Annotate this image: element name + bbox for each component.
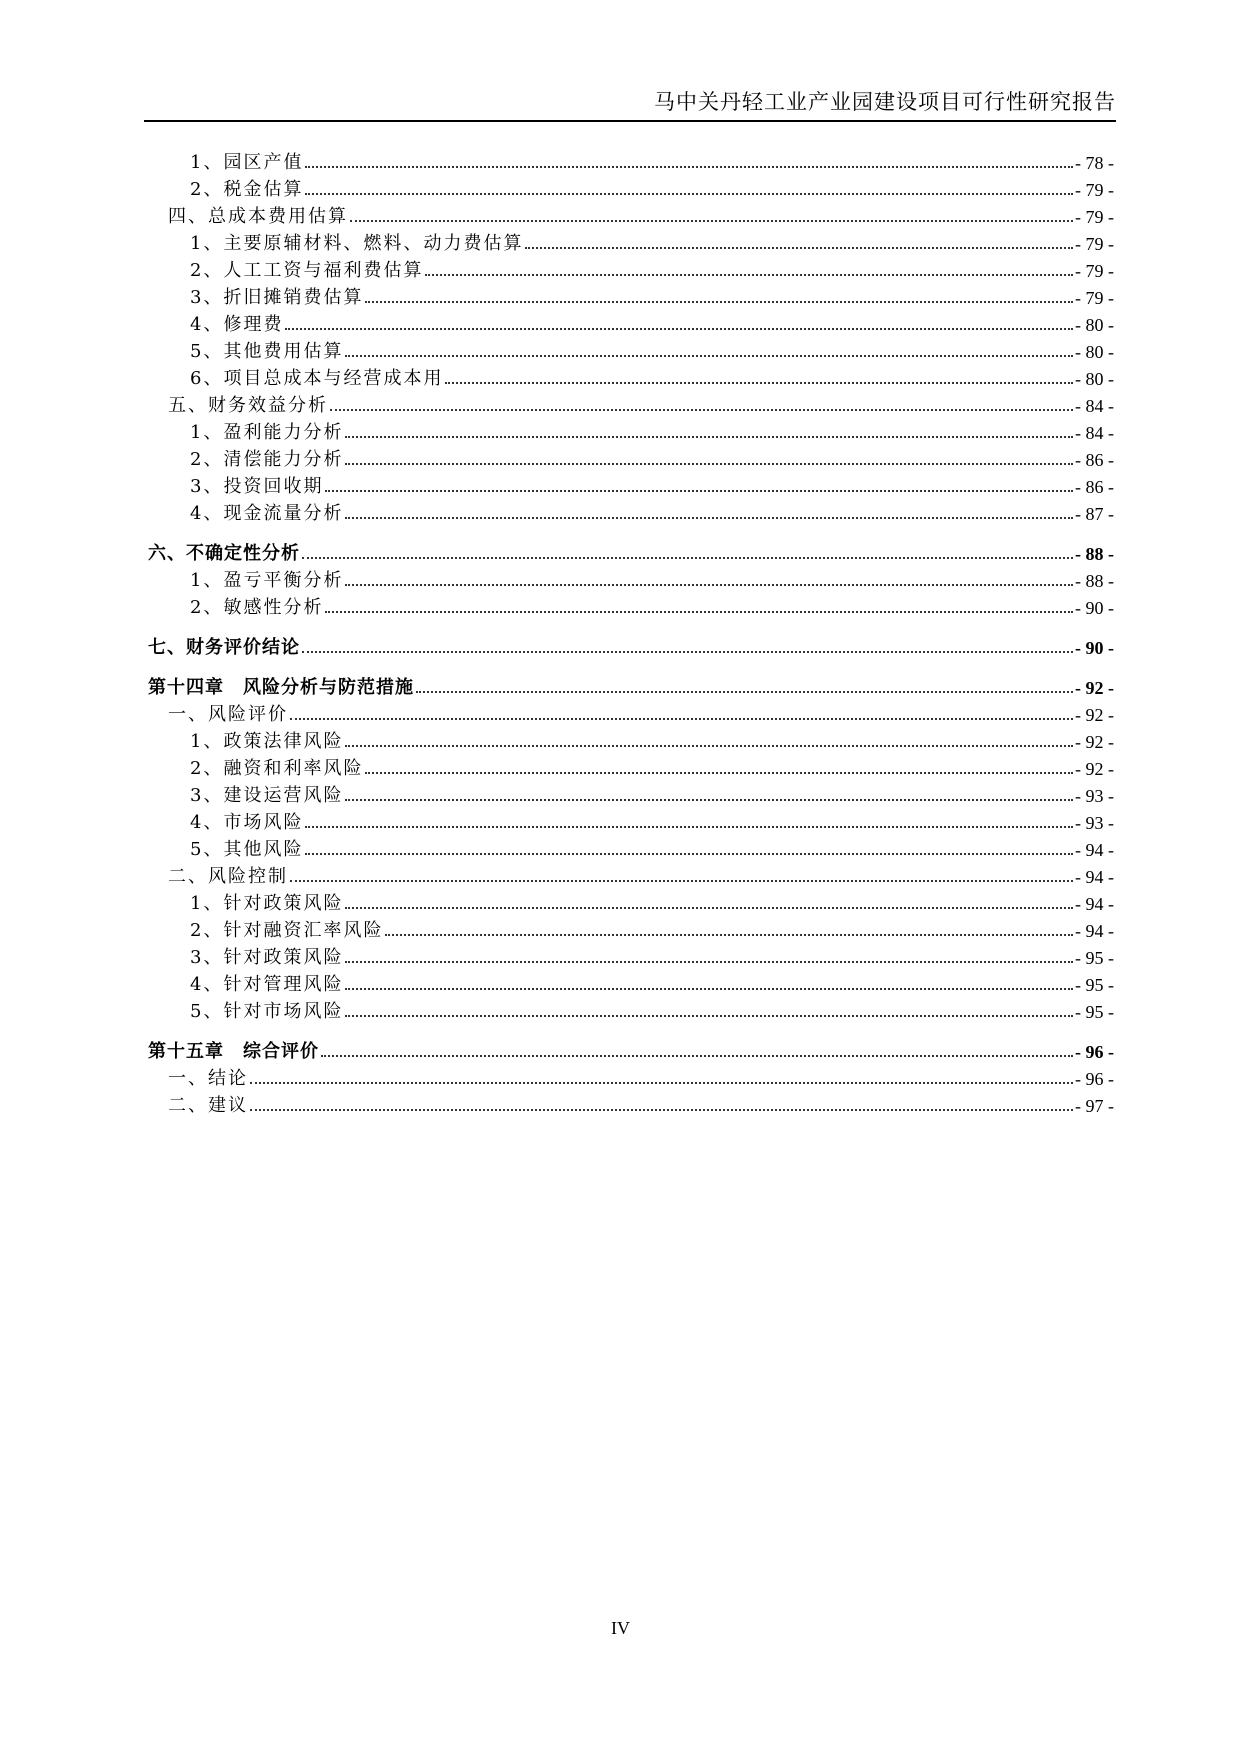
toc-leader-dots: [385, 934, 1073, 936]
toc-leader-dots: [345, 436, 1073, 438]
toc-entry-page: - 84 -: [1075, 423, 1114, 443]
toc-entry-page: - 79 -: [1075, 261, 1114, 281]
toc-entry-label: 4、市场风险: [190, 812, 304, 833]
toc-leader-dots: [345, 463, 1073, 465]
toc-entry-label: 2、融资和利率风险: [190, 758, 364, 779]
toc-entry-page: - 94 -: [1075, 921, 1114, 941]
toc-entry-page: - 79 -: [1075, 207, 1114, 227]
toc-leader-dots: [365, 772, 1073, 774]
toc-entry[interactable]: [148, 1023, 1114, 1063]
toc-entry[interactable]: [148, 336, 1114, 363]
toc-leader-dots: [305, 826, 1073, 828]
toc-leader-dots: [305, 166, 1073, 168]
toc-entry-page: - 95 -: [1075, 1002, 1114, 1022]
toc-entry-page: - 90 -: [1075, 598, 1114, 618]
toc-entry[interactable]: [148, 1090, 1114, 1117]
toc-entry-label: 七、财务评价结论: [148, 637, 300, 658]
toc-entry-page: - 90 -: [1075, 638, 1114, 658]
toc-leader-dots: [302, 557, 1073, 559]
toc-leader-dots: [250, 1082, 1073, 1084]
toc-leader-dots: [285, 328, 1073, 330]
toc-entry[interactable]: [148, 726, 1114, 753]
toc-entry[interactable]: [148, 659, 1114, 699]
toc-entry-page: - 88 -: [1075, 544, 1114, 564]
toc-entry-label: 二、建议: [168, 1095, 248, 1116]
toc-entry-label: 3、针对政策风险: [190, 947, 344, 968]
toc-entry-label: 第十五章 综合评价: [148, 1041, 319, 1062]
toc-entry-label: 5、针对市场风险: [190, 1001, 344, 1022]
toc-leader-dots: [350, 220, 1073, 222]
toc-entry[interactable]: [148, 888, 1114, 915]
toc-entry[interactable]: [148, 147, 1114, 174]
toc-entry[interactable]: [148, 417, 1114, 444]
toc-entry-label: 二、风险控制: [168, 866, 288, 887]
toc-entry-page: - 96 -: [1075, 1042, 1114, 1062]
toc-entry[interactable]: [148, 390, 1114, 417]
toc-leader-dots: [345, 517, 1073, 519]
toc-entry[interactable]: [148, 471, 1114, 498]
toc-entry-label: 一、风险评价: [168, 704, 288, 725]
toc-leader-dots: [325, 490, 1073, 492]
toc-entry-page: - 79 -: [1075, 180, 1114, 200]
toc-entry[interactable]: [148, 525, 1114, 565]
toc-entry-page: - 79 -: [1075, 288, 1114, 308]
toc-entry-label: 3、投资回收期: [190, 476, 324, 497]
toc-entry-label: 2、清偿能力分析: [190, 449, 344, 470]
toc-entry-page: - 86 -: [1075, 477, 1114, 497]
toc-entry[interactable]: [148, 201, 1114, 228]
toc-entry-page: - 96 -: [1075, 1069, 1114, 1089]
toc-entry-page: - 80 -: [1075, 342, 1114, 362]
toc-entry[interactable]: [148, 309, 1114, 336]
toc-leader-dots: [305, 193, 1073, 195]
toc-entry-label: 3、建设运营风险: [190, 785, 344, 806]
toc-entry-label: 2、税金估算: [190, 179, 304, 200]
toc-entry-label: 1、园区产值: [190, 152, 304, 173]
page-number: IV: [611, 1618, 630, 1638]
toc-entry-page: - 93 -: [1075, 813, 1114, 833]
toc-entry[interactable]: [148, 174, 1114, 201]
toc-entry-label: 6、项目总成本与经营成本用: [190, 368, 444, 389]
toc-leader-dots: [345, 584, 1073, 586]
page-header: [144, 84, 1116, 122]
toc-entry-page: - 94 -: [1075, 867, 1114, 887]
toc-entry-page: - 97 -: [1075, 1096, 1114, 1116]
toc-entry-label: 4、针对管理风险: [190, 974, 344, 995]
toc-entry[interactable]: [148, 942, 1114, 969]
toc-entry-page: - 95 -: [1075, 948, 1114, 968]
toc-entry-label: 3、折旧摊销费估算: [190, 287, 364, 308]
toc-leader-dots: [425, 274, 1073, 276]
toc-entry[interactable]: [148, 915, 1114, 942]
toc-entry-label: 1、主要原辅材料、燃料、动力费估算: [190, 233, 524, 254]
toc-leader-dots: [345, 988, 1073, 990]
toc-entry[interactable]: [148, 834, 1114, 861]
toc-entry[interactable]: [148, 619, 1114, 659]
toc-entry[interactable]: [148, 498, 1114, 525]
toc-entry-page: - 92 -: [1075, 759, 1114, 779]
toc-leader-dots: [345, 799, 1073, 801]
toc-entry[interactable]: [148, 282, 1114, 309]
toc-entry-label: 六、不确定性分析: [148, 543, 300, 564]
toc-entry-page: - 84 -: [1075, 396, 1114, 416]
toc-entry-label: 1、盈亏平衡分析: [190, 570, 344, 591]
toc-entry-label: 1、针对政策风险: [190, 893, 344, 914]
toc-entry-page: - 80 -: [1075, 369, 1114, 389]
report-title: 马中关丹轻工业产业园建设项目可行性研究报告: [654, 90, 1116, 114]
toc-entry-label: 4、现金流量分析: [190, 503, 344, 524]
toc-leader-dots: [330, 409, 1073, 411]
toc-entry[interactable]: [148, 444, 1114, 471]
toc-entry-label: 第十四章 风险分析与防范措施: [148, 677, 414, 698]
toc-entry-page: - 94 -: [1075, 840, 1114, 860]
toc-entry[interactable]: [148, 807, 1114, 834]
toc-entry-page: - 80 -: [1075, 315, 1114, 335]
toc-entry[interactable]: [148, 592, 1114, 619]
toc-entry-page: - 86 -: [1075, 450, 1114, 470]
toc-entry[interactable]: [148, 1063, 1114, 1090]
toc-leader-dots: [345, 355, 1073, 357]
toc-leader-dots: [345, 745, 1073, 747]
toc-entry-label: 2、敏感性分析: [190, 597, 324, 618]
toc-leader-dots: [250, 1109, 1073, 1111]
toc-entry-page: - 93 -: [1075, 786, 1114, 806]
toc-leader-dots: [525, 247, 1073, 249]
toc-entry-page: - 78 -: [1075, 153, 1114, 173]
toc-entry[interactable]: [148, 969, 1114, 996]
toc-leader-dots: [345, 961, 1073, 963]
toc-entry[interactable]: [148, 780, 1114, 807]
toc-entry[interactable]: [148, 228, 1114, 255]
table-of-contents: [148, 147, 1114, 1117]
toc-entry-page: - 92 -: [1075, 678, 1114, 698]
toc-entry-label: 四、总成本费用估算: [168, 206, 348, 227]
toc-entry-page: - 95 -: [1075, 975, 1114, 995]
toc-entry[interactable]: [148, 255, 1114, 282]
toc-entry-label: 一、结论: [168, 1068, 248, 1089]
toc-leader-dots: [302, 651, 1073, 653]
toc-entry[interactable]: [148, 565, 1114, 592]
toc-leader-dots: [321, 1055, 1073, 1057]
toc-entry-page: - 94 -: [1075, 894, 1114, 914]
toc-leader-dots: [290, 880, 1073, 882]
toc-leader-dots: [325, 611, 1073, 613]
toc-entry[interactable]: [148, 753, 1114, 780]
toc-entry[interactable]: [148, 363, 1114, 390]
toc-entry-label: 5、其他费用估算: [190, 341, 344, 362]
toc-leader-dots: [445, 382, 1073, 384]
toc-leader-dots: [365, 301, 1073, 303]
toc-entry-label: 2、人工工资与福利费估算: [190, 260, 424, 281]
toc-entry[interactable]: [148, 861, 1114, 888]
toc-leader-dots: [416, 691, 1073, 693]
toc-entry-page: - 88 -: [1075, 571, 1114, 591]
toc-leader-dots: [345, 1015, 1073, 1017]
toc-entry-label: 1、盈利能力分析: [190, 422, 344, 443]
toc-entry[interactable]: [148, 699, 1114, 726]
toc-entry-page: - 92 -: [1075, 705, 1114, 725]
toc-entry-page: - 87 -: [1075, 504, 1114, 524]
toc-entry-page: - 79 -: [1075, 234, 1114, 254]
toc-entry-page: - 92 -: [1075, 732, 1114, 752]
toc-entry-label: 2、针对融资汇率风险: [190, 920, 384, 941]
toc-entry-label: 5、其他风险: [190, 839, 304, 860]
toc-entry-label: 五、财务效益分析: [168, 395, 328, 416]
toc-leader-dots: [305, 853, 1073, 855]
toc-leader-dots: [290, 718, 1073, 720]
toc-entry-label: 4、修理费: [190, 314, 284, 335]
toc-entry-label: 1、政策法律风险: [190, 731, 344, 752]
toc-entry[interactable]: [148, 996, 1114, 1023]
toc-leader-dots: [345, 907, 1073, 909]
